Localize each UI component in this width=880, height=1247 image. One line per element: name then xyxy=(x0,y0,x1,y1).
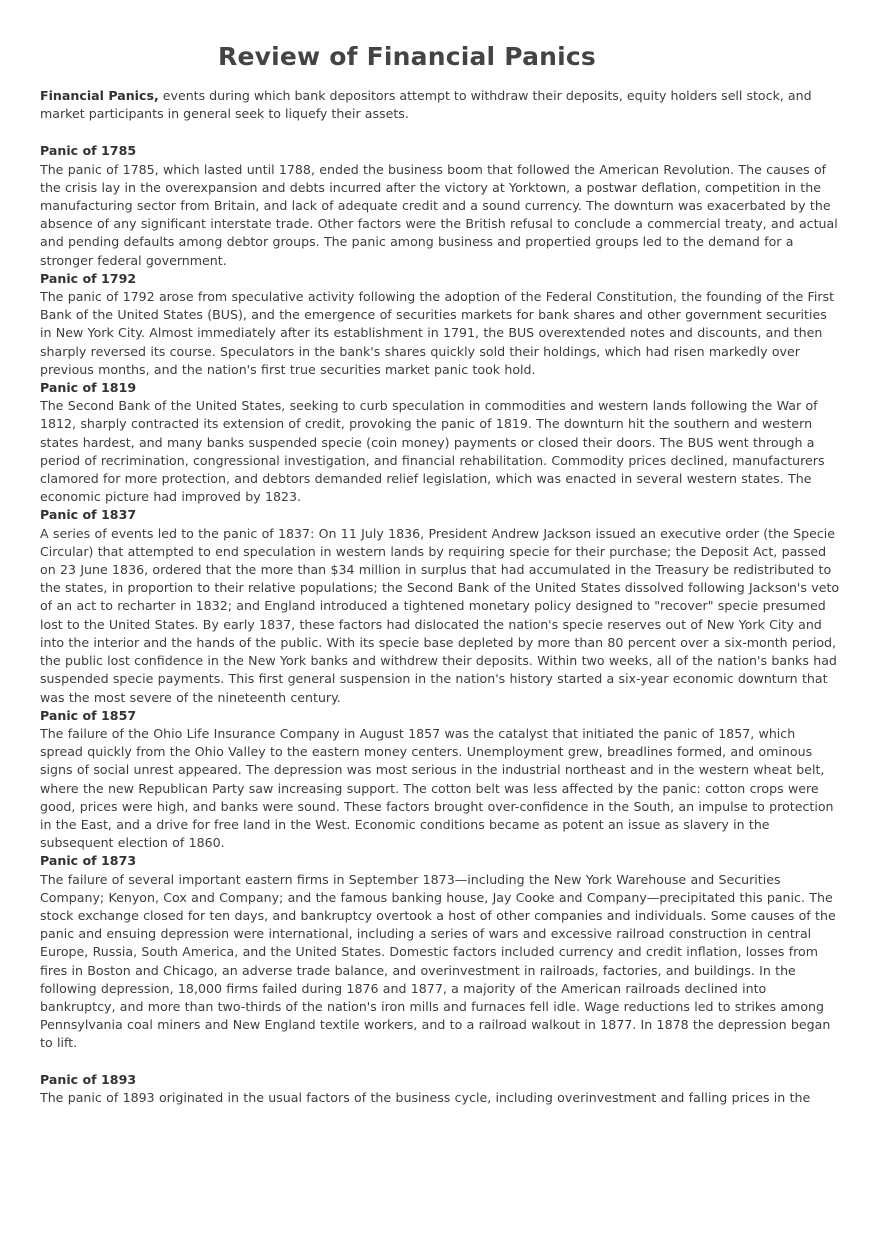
section-panic-1819 xyxy=(40,379,840,506)
section-panic-1785 xyxy=(40,142,840,269)
section-heading: Panic of 1792 xyxy=(40,270,137,286)
section-body: The failure of the Ohio Life Insurance Company in August 1857 was the catalyst that initiated the panic of 1857, which spread quickly from the Ohio Valley to the eastern money centers. Unemployment grew, breadlines formed, and ominous signs of social unrest appeared. The depression was most serious in the industrial northeast and in the western wheat belt, where the new Republican Party saw increasing support. The cotton belt was less affected by the panic: cotton crops were good, prices were high, and banks were sound. These factors brought over-confidence in the South, an impulse to protection in the East, and a drive for free land in the West. Economic conditions became as potent an issue as slavery in the subsequent election of 1860. xyxy=(40,725,834,851)
section-body: The Second Bank of the United States, seeking to curb speculation in commodities and western lands following the War of 1812, sharply contracted its extension of credit, provoking the panic of 1819. The downturn hit the southern and western states hardest, and many banks suspended specie (coin money) payments or closed their doors. The BUS went through a period of recrimination, congressional investigation, and financial rehabilitation. Commodity prices declined, manufacturers clamored for more protection, and debtors demanded relief legislation, which was enacted in several western states. The economic picture had improved by 1823. xyxy=(40,398,825,505)
section-heading: Panic of 1857 xyxy=(40,707,137,723)
section-heading: Panic of 1893 xyxy=(40,1071,137,1087)
sections-container xyxy=(40,142,840,1107)
section-panic-1893 xyxy=(40,1071,840,1107)
section-body: A series of events led to the panic of 1837: On 11 July 1836, President Andrew Jackson issued an executive order (the Specie Circular) that attempted to end speculation in western lands by requiring specie for their purchase; the Deposit Act, passed on 23 June 1836, ordered that the more than $34 million in surplus that had accumulated in the Treasury be redistributed to the states, in proportion to their relative populations; the Second Bank of the United States dissolved following Jackson's veto of an act to recharter in 1832; and England introduced a tightened monetary policy designed to "recover" specie presumed lost to the United States. By early 1837, these factors had dislocated the nation's specie reserves out of New York City and into the interior and the hands of the public. With its specie base depleted by more than 80 percent over a six-month period, the public lost confidence in the New York banks and withdrew their deposits. Within two weeks, all of the nation's banks had suspended specie payments. This first general suspension in the nation's history started a six-year economic downturn that was the most severe of the nineteenth century. xyxy=(40,525,840,705)
section-heading: Panic of 1819 xyxy=(40,380,137,396)
section-panic-1873 xyxy=(40,852,840,1052)
section-body: The failure of several important eastern firms in September 1873—including the New York Warehouse and Securities Company; Kenyon, Cox and Company; and the famous banking house, Jay Cooke and Company—precipitated this panic. The stock exchange closed for ten days, and bankruptcy overtook a host of other companies and individuals. Some causes of the panic and ensuing depression were international, including a series of wars and excessive railroad construction in central Europe, Russia, South America, and the United States. Domestic factors included currency and credit inflation, losses from fires in Boston and Chicago, an adverse trade balance, and overinvestment in railroads, factories, and buildings. In the following depression, 18,000 firms failed during 1876 and 1877, a majority of the American railroads declined into bankruptcy, and more than two-thirds of the nation's iron mills and furnaces fell idle. Wage reductions led to strikes among Pennsylvania coal miners and New England textile workers, and to a railroad walkout in 1877. In 1878 the depression began to lift. xyxy=(40,871,836,1051)
section-heading: Panic of 1785 xyxy=(40,143,137,159)
intro-text: events during which bank depositors attempt to withdraw their deposits, equity holders sell stock, and market participants in general seek to liquefy their assets. xyxy=(40,88,812,122)
section-body: The panic of 1893 originated in the usual factors of the business cycle, including overinvestment and falling prices in the xyxy=(40,1089,811,1105)
section-heading: Panic of 1873 xyxy=(40,853,137,869)
section-panic-1857 xyxy=(40,707,840,853)
intro-term: Financial Panics, xyxy=(40,88,159,103)
intro-paragraph xyxy=(40,87,840,123)
page-title: Review of Financial Panics xyxy=(218,42,597,71)
section-body: The panic of 1785, which lasted until 1788, ended the business boom that followed the American Revolution. The causes of the crisis lay in the overexpansion and debts incurred after the victory at Yorktown, a postwar deflation, competition in the manufacturing sector from Britain, and lack of adequate credit and a sound currency. The downturn was exacerbated by the absence of any significant interstate trade. Other factors were the British refusal to conclude a commercial treaty, and actual and pending defaults among debtor groups. The panic among business and propertied groups led to the demand for a stronger federal government. xyxy=(40,161,838,268)
section-heading: Panic of 1837 xyxy=(40,507,137,523)
section-body: The panic of 1792 arose from speculative activity following the adoption of the Federal Constitution, the founding of the First Bank of the United States (BUS), and the emergence of securities markets for bank shares and other government securities in New York City. Almost immediately after its establishment in 1791, the BUS overextended notes and discounts, and then sharply reversed its course. Speculators in the bank's shares quickly sold their holdings, which had risen markedly over previous months, and the nation's first true securities market panic took hold. xyxy=(40,289,835,377)
section-panic-1837 xyxy=(40,506,840,706)
section-panic-1792 xyxy=(40,270,840,379)
